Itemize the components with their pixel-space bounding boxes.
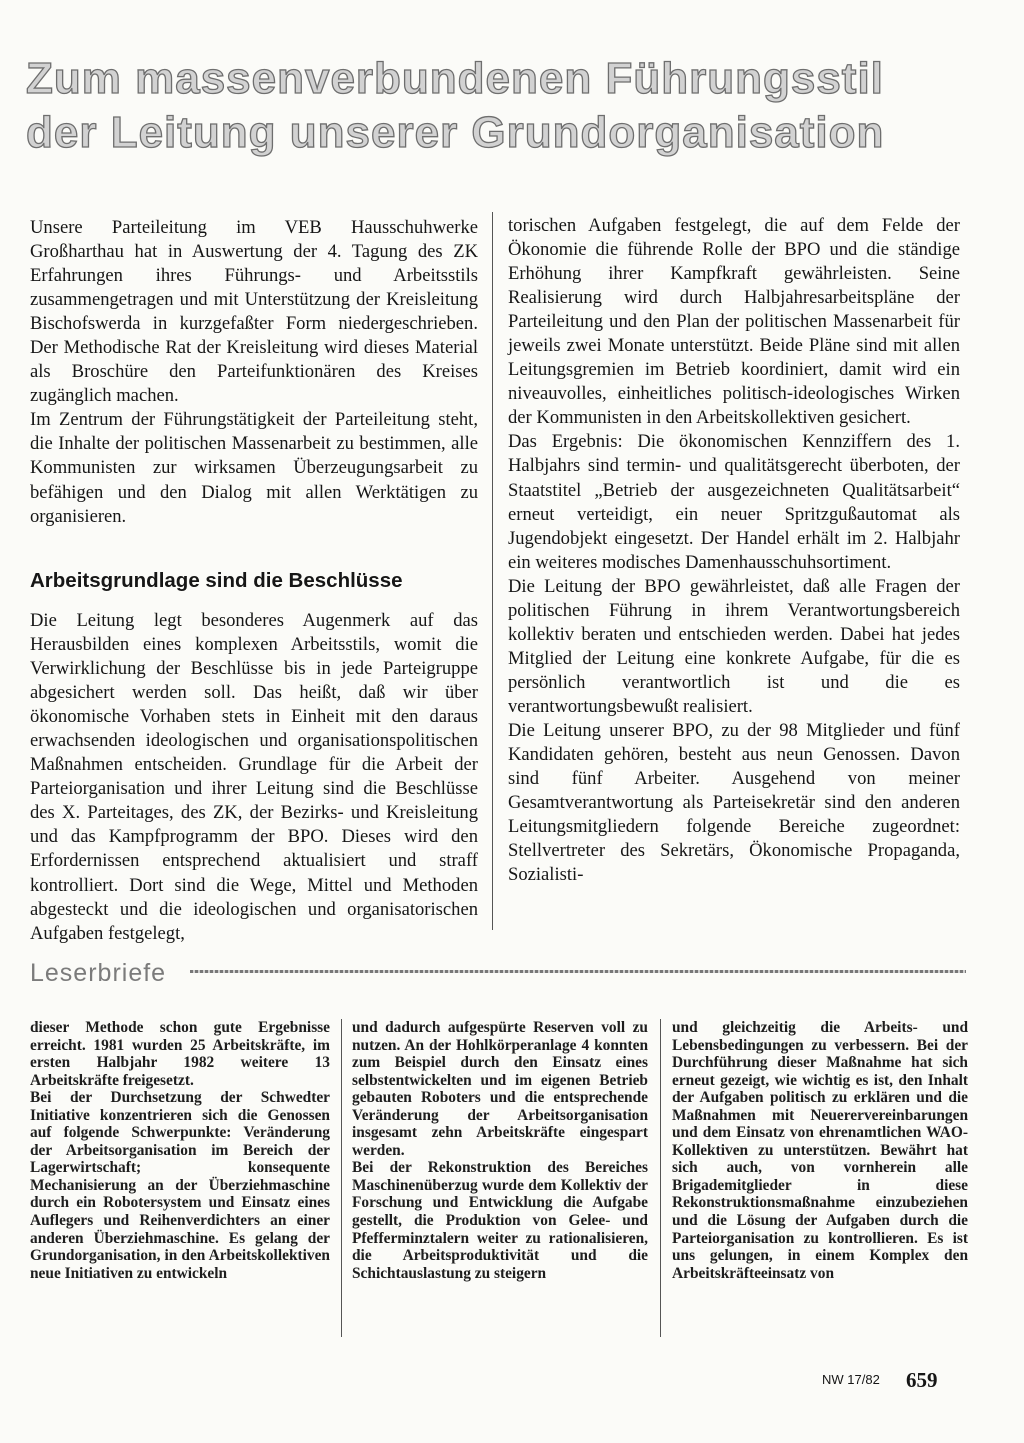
letters-paragraph: Bei der Durchsetzung der Schwedter Initiative konzentrieren sich die Genossen auf folgende Schwerpunkte: Veränderung der Arbeitsorganisation im Bereich der Lagerwirtschaft; konsequente Mechanisierung an der Überziehmaschine durch ein Robotersystem und Einsatz eines Auflegers und Reihenverdichters an einer anderen Überziehmaschine. Es gelang der Grundorganisation, in den Arbeitskollektiven neue Initiativen zu entwickeln: [30, 1089, 330, 1282]
article-paragraph: Das Ergebnis: Die ökonomischen Kennziffern des 1. Halbjahrs sind termin- und qualitätsgerecht überboten, der Staatstitel „Betrieb der ausgezeichneten Qualitätsarbeit“ erneut verteidigt, ein neuer Spritzgußautomat als Jugendobjekt eingesetzt. Der Handel erhält im 2. Halbjahr ein weiteres modisches Damenhausschuhsortiment.: [508, 431, 960, 573]
section-divider-rule: [190, 970, 966, 973]
article-column-2: [508, 214, 960, 887]
column-divider: [492, 212, 493, 930]
letters-column-2: [352, 1019, 648, 1282]
letters-paragraph: und dadurch aufgespürte Reserven voll zu nutzen. An der Hohlkörperanlage 4 konnten zum Beispiel durch den Einsatz eines selbstentwickelten und im eigenen Betrieb gebauten Roboters und die entsprechende Veränderung der Arbeitsorganisation insgesamt zehn Arbeitskräfte eingespart werden.: [352, 1019, 648, 1159]
column-divider: [660, 1019, 661, 1337]
letters-paragraph: dieser Methode schon gute Ergebnisse erreicht. 1981 wurden 25 Arbeitskräfte, im ersten Halbjahr 1982 weitere 13 Arbeitskräfte freigesetzt.: [30, 1019, 330, 1089]
headline-line-2: der Leitung unserer Grundorganisation: [26, 108, 885, 157]
article-subheading: Arbeitsgrundlage sind die Beschlüsse: [30, 569, 403, 592]
letters-column-3: [672, 1019, 968, 1282]
article-paragraph: Unsere Parteileitung im VEB Hausschuhwerke Großharthau hat in Auswertung der 4. Tagung des ZK Erfahrungen ihres Führungs- und Arbeitsstils zusammengetragen und mit Unterstützung der Kreisleitung Bischofswerda in kurzgefaßter Form niedergeschrieben. Der Methodische Rat der Kreisleitung wird dieses Material als Broschüre den Parteifunktionären des Kreises zugänglich machen.: [30, 217, 478, 407]
article-paragraph: Die Leitung legt besonderes Augenmerk auf das Herausbilden eines komplexen Arbeitsstils, womit die Verwirklichung der Beschlüsse bis in jede Parteigruppe abgesichert werden soll. Das heißt, daß wir über ökonomische Vorhaben stets in Einheit mit den daraus erwachsenden ideologischen und organisationspolitischen Maßnahmen entscheiden. Grundlage für die Arbeit der Parteiorganisation und ihrer Leitung sind die Beschlüsse des X. Parteitages, des ZK, der Bezirks- und Kreisleitung und das Kampfprogramm der BPO. Dieses wird den Erfordernissen entsprechend aktualisiert und straff kontrolliert. Dort sind die Wege, Mittel und Methoden abgesteckt und die ideologischen und organisatorischen Aufgaben festgelegt,: [30, 610, 478, 944]
headline-line-1: Zum massenverbundenen Führungsstil: [26, 54, 884, 103]
article-paragraph: Im Zentrum der Führungstätigkeit der Parteileitung steht, die Inhalte der politischen Massenarbeit zu bestimmen, alle Kommunisten zur wirksamen Überzeugungsarbeit zu befähigen und den Dialog mit allen Werktätigen zu organisieren.: [30, 409, 478, 527]
article-column-1-continued: [30, 609, 478, 946]
article-paragraph: torischen Aufgaben festgelegt, die auf dem Felde der Ökonomie die führende Rolle der BPO und die ständige Erhöhung ihrer Kampfkraft gewährleisten. Seine Realisierung wird durch Halbjahresarbeitspläne der Parteileitung und den Plan der politischen Massenarbeit für jeweils zwei Monate unterstützt. Beide Pläne sind mit allen Leitungsgremien im Betrieb koordiniert, damit wird ein niveauvolles, einheitliches politisch-ideologisches Wirken der Kommunisten in den Arbeitskollektiven gesichert.: [508, 215, 960, 429]
article-paragraph: Die Leitung der BPO gewährleistet, daß alle Fragen der politischen Führung in ihrem Verantwortungsbereich kollektiv beraten und entschieden werden. Dabei hat jedes Mitglied der Leitung eine konkrete Aufgabe, für die es persönlich verantwortlich ist und die es verantwortungsbewußt realisiert.: [508, 575, 960, 717]
letters-paragraph: Bei der Rekonstruktion des Bereiches Maschinenüberzug wurde dem Kollektiv der Forschung und Entwicklung die Aufgabe gestellt, die Produktion von Gelee- und Pfefferminztalern weiter zu rationalisieren, die Arbeitsproduktivität und die Schichtauslastung zu steigern: [352, 1159, 648, 1282]
letters-column-1: [30, 1019, 330, 1282]
article-headline: [26, 52, 1006, 160]
article-column-1: [30, 216, 478, 529]
issue-number: NW 17/82: [822, 1372, 880, 1387]
article-paragraph: Die Leitung unserer BPO, zu der 98 Mitglieder und fünf Kandidaten gehören, besteht aus neun Genossen. Davon sind fünf Arbeiter. Ausgehend von meiner Gesamtverantwortung als Parteisekretär sind den anderen Leitungsmitgliedern folgende Bereiche zugeordnet: Stellvertreter des Sekretärs, Ökonomische Propaganda, Sozialisti-: [508, 719, 960, 886]
page-number: 659: [906, 1368, 938, 1392]
column-divider: [341, 1019, 342, 1337]
letters-paragraph: und gleichzeitig die Arbeits- und Lebensbedingungen zu verbessern. Bei der Durchführung dieser Maßnahme hat sich erneut gezeigt, wie wichtig es ist, den Inhalt der Aufgaben politisch zu erklären und die Maßnahmen mit Neuerervereinbarungen und dem Einsatz von ehrenamtlichen WAO-Kollektiven zu unterstützen. Bewährt hat sich auch, von vornherein alle Brigademitglieder in diese Rekonstruktionsmaßnahme einzubeziehen und die Lösung der Aufgaben durch die Parteiorganisation zu kontrollieren. Es ist uns gelungen, in einem Komplex den Arbeitskräfteeinsatz von: [672, 1019, 968, 1282]
letters-section-label: Leserbriefe: [30, 959, 167, 987]
